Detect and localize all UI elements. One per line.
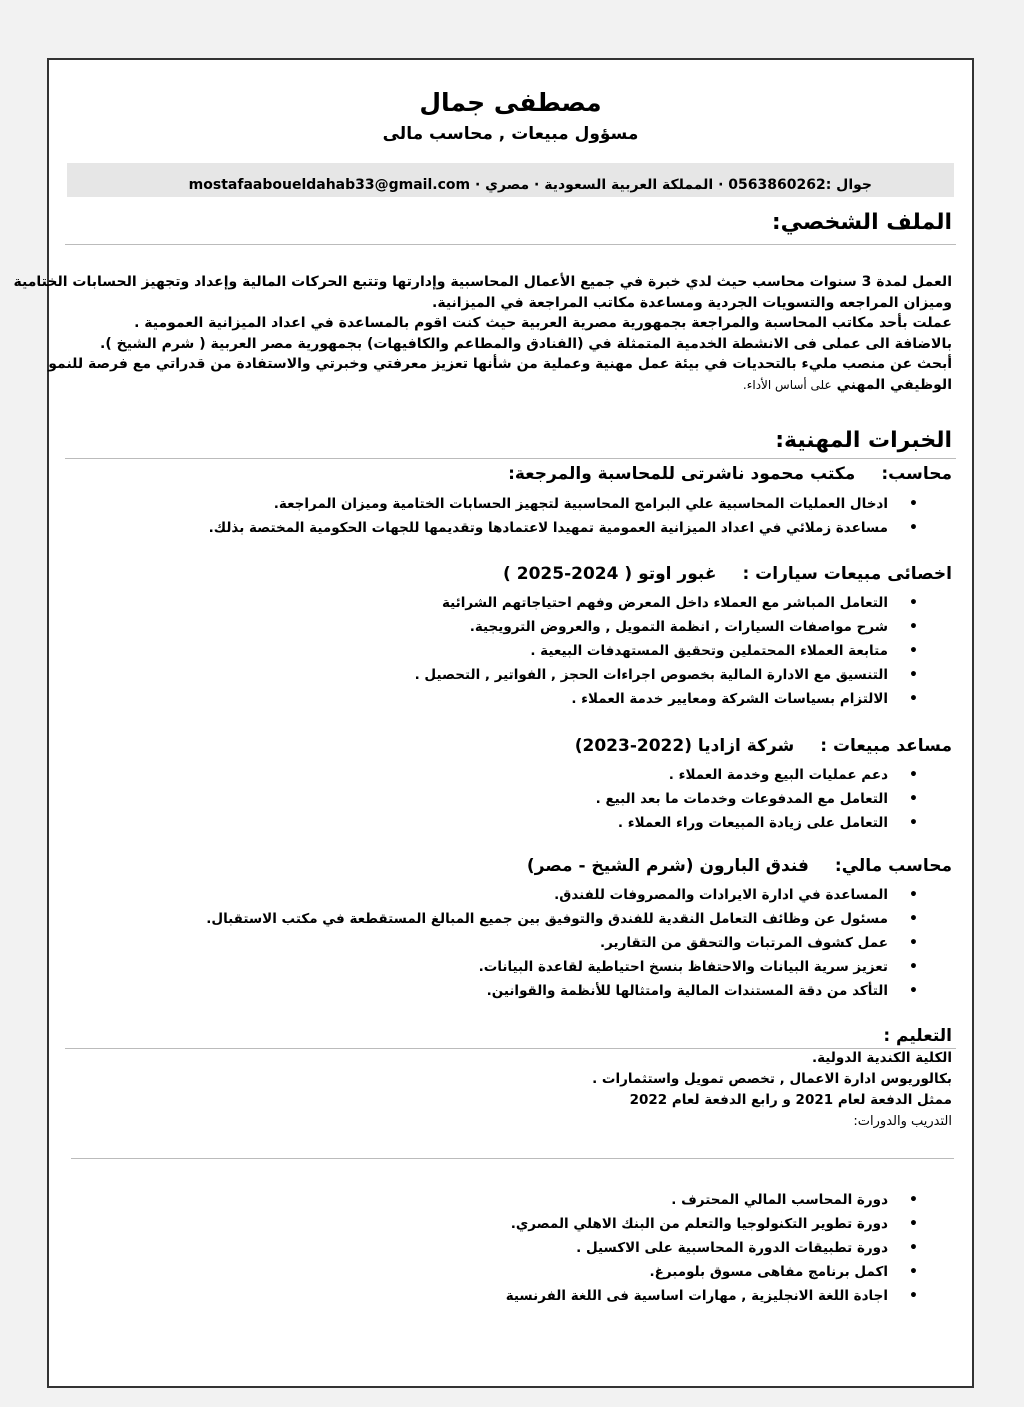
job-org: شركة ازاديا (2022-2023)	[574, 736, 795, 756]
list-item: • دورة تطبيقات الدورة المحاسبية على الاكسيل .	[506, 1236, 888, 1260]
profile-line: العمل لمدة 3 سنوات محاسب حيث لدي خبرة في جميع الأعمال المحاسبية وإدارتها وتتبع الحركات المالية وإعداد وتجهيز الحسابات الختامية	[13, 274, 952, 290]
list-item: • شرح مواصفات السيارات , انظمة التمويل , والعروض الترويجية.	[415, 615, 888, 639]
candidate-name: مصطفى جمال	[419, 88, 602, 117]
list-item: • التعامل مع المدفوعات وخدمات ما بعد البيع .	[596, 787, 888, 811]
profile-line: أبحث عن منصب مليء بالتحديات في بيئة عمل مهنية وعملية من شأنها تعزيز معرفتي وخبرتي والاستفادة من قدراتي مع فرصة للنمو	[48, 356, 952, 372]
profile-divider	[65, 244, 956, 245]
job-role: مساعد مبيعات :	[820, 736, 952, 756]
education-block	[592, 1048, 952, 1132]
list-item: • ادخال العمليات المحاسبية علي البرامج المحاسبية لتجهيز الحسابات الختامية وميزان المراجعة.	[209, 492, 888, 516]
job-org: مكتب محمود ناشرتى للمحاسبة والمرجعة:	[508, 464, 856, 484]
resume-page	[13, 58, 974, 1388]
list-item: • دعم عمليات البيع وخدمة العملاء .	[596, 763, 888, 787]
job-duties-list	[596, 763, 888, 835]
experience-divider	[65, 458, 956, 459]
job-header	[575, 736, 952, 756]
list-item: • تعزيز سرية البيانات والاحتفاظ بنسخ احتياطية لقاعدة البيانات.	[206, 955, 888, 979]
list-item: • التأكد من دقة المستندات المالية وامتثالها للأنظمة والقوانين.	[206, 979, 888, 1003]
list-item: • التعامل المباشر مع العملاء داخل المعرض وفهم احتياجاتهم الشرائية	[415, 591, 888, 615]
list-item: • التنسيق مع الادارة المالية بخصوص اجراءات الحجز , الفواتير , التحصيل .	[415, 663, 888, 687]
job-header	[527, 856, 952, 876]
profile-line	[69, 375, 952, 396]
education-line: ممثل الدفعة لعام 2021 و رابع الدفعة لعام 2022	[629, 1092, 952, 1108]
courses-list	[506, 1188, 888, 1308]
list-item: • التعامل على زيادة المبيعات وراء العملاء .	[596, 811, 888, 835]
job-title: مسؤول مبيعات , محاسب مالى	[382, 124, 639, 144]
education-heading: التعليم :	[883, 1026, 952, 1046]
list-item: • الالتزام بسياسات الشركة ومعايير خدمة العملاء .	[415, 687, 888, 711]
education-line: بكالوريوس ادارة الاعمال , تخصص تمويل واستثمارات .	[592, 1071, 952, 1087]
job-role: اخصائى مبيعات سيارات :	[742, 564, 952, 584]
list-item: • المساعدة في ادارة الايرادات والمصروفات للفندق.	[206, 883, 888, 907]
experience-heading: الخبرات المهنية:	[775, 428, 952, 453]
contact-info: جوال :0563860262 · المملكة العربية السعودية · مصري · mostafaaboueldahab33@gmail.com	[188, 177, 872, 193]
job-header	[503, 564, 952, 584]
list-item: • عمل كشوف المرتبات والتحقق من التقارير.	[206, 931, 888, 955]
profile-line: عملت بأحد مكاتب المحاسبة والمراجعة بجمهورية مصرية العربية حيث كنت اقوم بالمساعدة في اعداد الميزانية العمومية .	[134, 315, 952, 331]
job-org: غبور اوتو ( 2024-2025 )	[503, 564, 717, 584]
job-header	[508, 464, 952, 484]
job-org: فندق البارون (شرم الشيخ - مصر)	[526, 856, 809, 876]
list-item: • متابعة العملاء المحتملين وتحقيق المستهدفات البيعية .	[415, 639, 888, 663]
list-item: • مساعدة زملائي في اعداد الميزانية العمومية تمهيدا لاعتمادها وتقديمها للجهات الحكومية المختصة بذلك.	[209, 516, 888, 540]
profile-heading: الملف الشخصي:	[771, 210, 952, 235]
profile-line-small: على أساس الأداء.	[742, 377, 832, 392]
list-item: • اجادة اللغة الانجليزية , مهارات اساسية فى اللغة الفرنسية	[506, 1284, 888, 1308]
job-duties-list	[206, 883, 888, 1003]
job-duties-list	[415, 591, 888, 711]
education-line: الكلية الكندية الدولية.	[811, 1050, 952, 1066]
training-heading: التدريب والدورات:	[853, 1114, 952, 1129]
job-role: محاسب مالي:	[834, 856, 952, 876]
list-item: • مسئول عن وظائف التعامل النقدية للفندق والتوفيق بين جميع المبالغ المستقطعة في مكتب الاستقبال.	[206, 907, 888, 931]
training-divider	[71, 1158, 954, 1159]
job-duties-list	[209, 492, 888, 540]
profile-line-bold: الوظيفي المهني	[836, 376, 952, 393]
list-item: • دورة تطوير التكنولوجيا والتعلم من البنك الاهلي المصري.	[506, 1212, 888, 1236]
list-item: • اكمل برنامج مفاهى مسوق بلومبرغ.	[506, 1260, 888, 1284]
profile-paragraph	[13, 272, 952, 395]
job-role: محاسب:	[881, 464, 952, 484]
list-item: • دورة المحاسب المالي المحترف .	[506, 1188, 888, 1212]
profile-line: بالاضافة الى عملى فى الانشطة الخدمية المتمثلة في (الفنادق والمطاعم والكافيهات) بجمهورية مصر العربية ( شرم الشيخ ).	[100, 335, 952, 352]
profile-line: وميزان المراجعه والتسويات الجردية ومساعدة مكاتب المراجعة في الميزانية.	[432, 294, 952, 311]
